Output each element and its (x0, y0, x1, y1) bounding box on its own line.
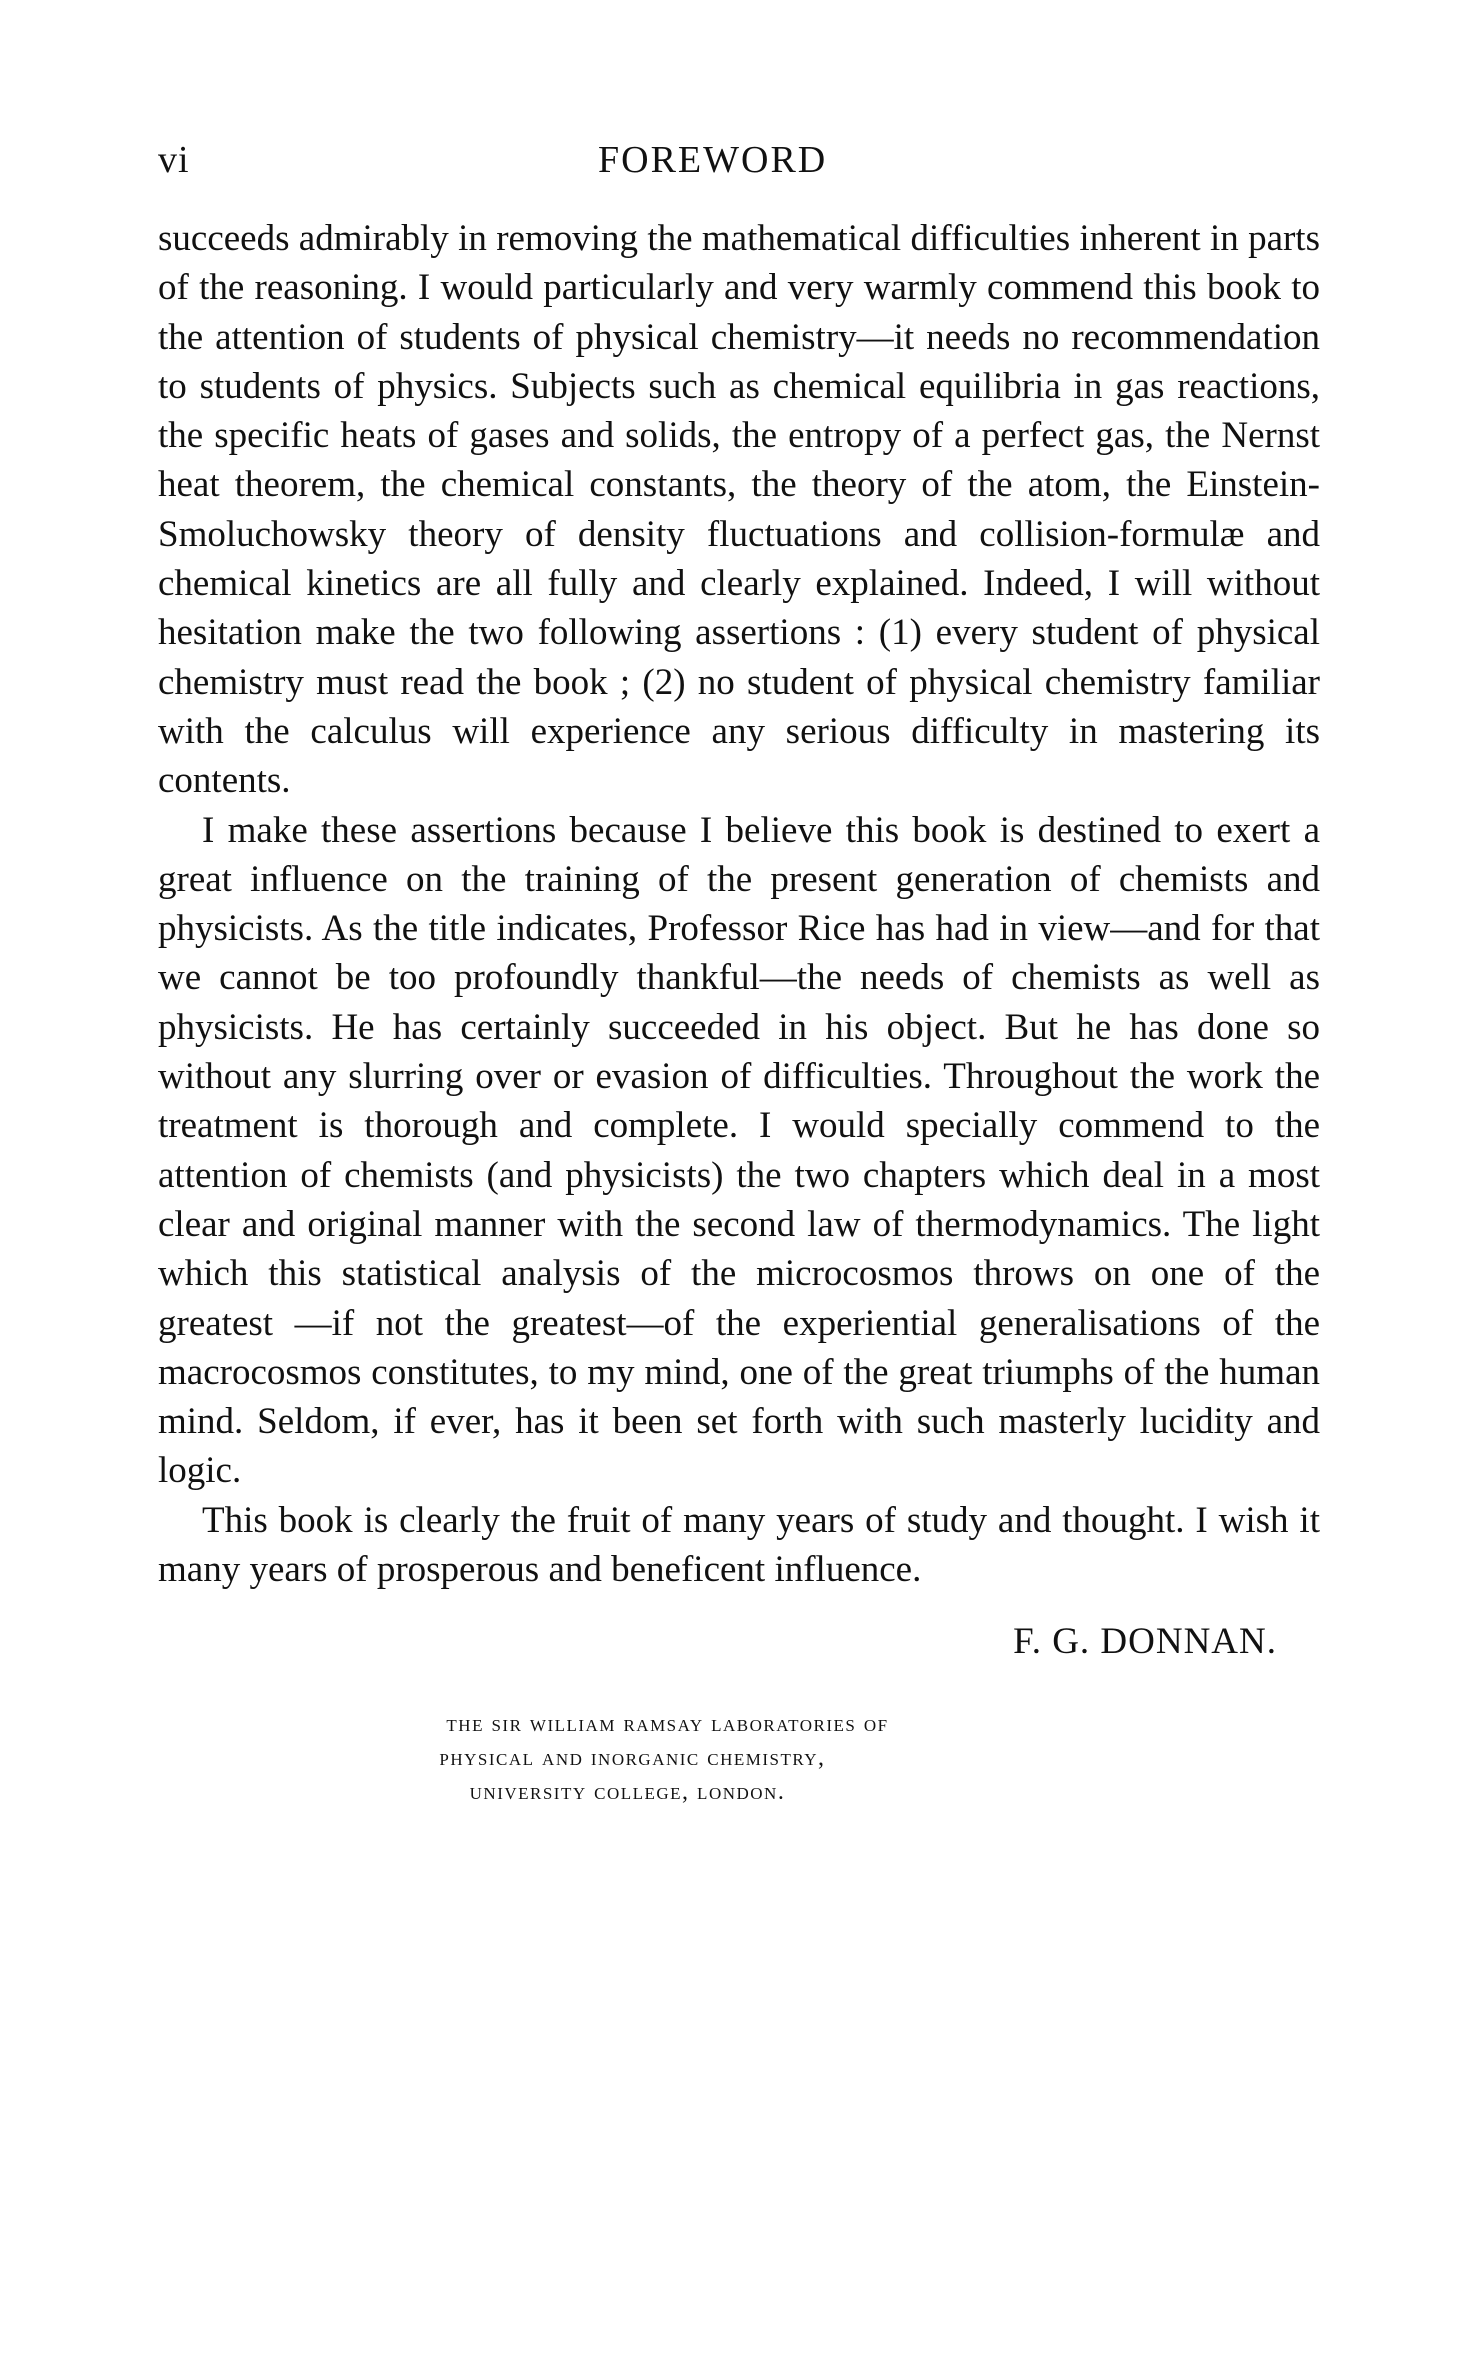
affiliation-line-1: the sir william ramsay laboratories of (446, 1711, 889, 1737)
running-head: FOREWORD (598, 139, 828, 181)
affiliation-line-3: university college, london. (469, 1779, 786, 1805)
page-number: vi (158, 139, 190, 181)
affiliation-line-2: physical and inorganic chemistry, (439, 1745, 826, 1771)
paragraph-2: I make these assertions because I believe this book is destined to exert a great influence on the training of the present generation of chemists and physicists. As the title indicates, Professor Rice has had in view—and for that we cannot be too profoundly thankful—the needs of chemists as well as physicists. He has certainly succeeded in his object. But he has done so without any slurring over or evasion of difficulties. Throughout the work the treatment is thorough and complete. I would specially commend to the attention of chemists (and physicists) the two chapters which deal in a most clear and original manner with the second law of thermodynamics. The light which this statistical analysis of the microcosmos throws on one of the greatest —if not the greatest—of the experiential generalisations of the macrocosmos constitutes, to my mind, one of the great triumphs of the human mind. Seldom, if ever, has it been set forth with such masterly lucidity and logic. (158, 809, 1320, 1492)
page-header (158, 138, 1318, 188)
paragraph-3: This book is clearly the fruit of many years of study and thought. I wish it many years of prosperous and beneficent influence. (158, 1499, 1320, 1591)
author-signature: F. G. DONNAN. (1013, 1621, 1277, 1662)
paragraph-1: succeeds admirably in removing the mathematical difficulties inherent in parts of the reasoning. I would particularly and very warmly commend this book to the attention of students of physical chemistry—it needs no recommendation to students of physics. Subjects such as chemical equilibria in gas reactions, the specific heats of gases and solids, the entropy of a perfect gas, the Nernst heat theorem, the chemical constants, the theory of the atom, the Einstein-Smoluchowsky theory of density fluctuations and collision-formulæ and chemical kinetics are all fully and clearly explained. Indeed, I will without hesitation make the two following assertions : (1) every student of physical chemistry must read the book ; (2) no student of physical chemistry familiar with the calculus will experience any serious difficulty in mastering its contents. (158, 218, 1320, 802)
author-affiliation (0, 1707, 1465, 1809)
foreword-body (158, 214, 1320, 1594)
